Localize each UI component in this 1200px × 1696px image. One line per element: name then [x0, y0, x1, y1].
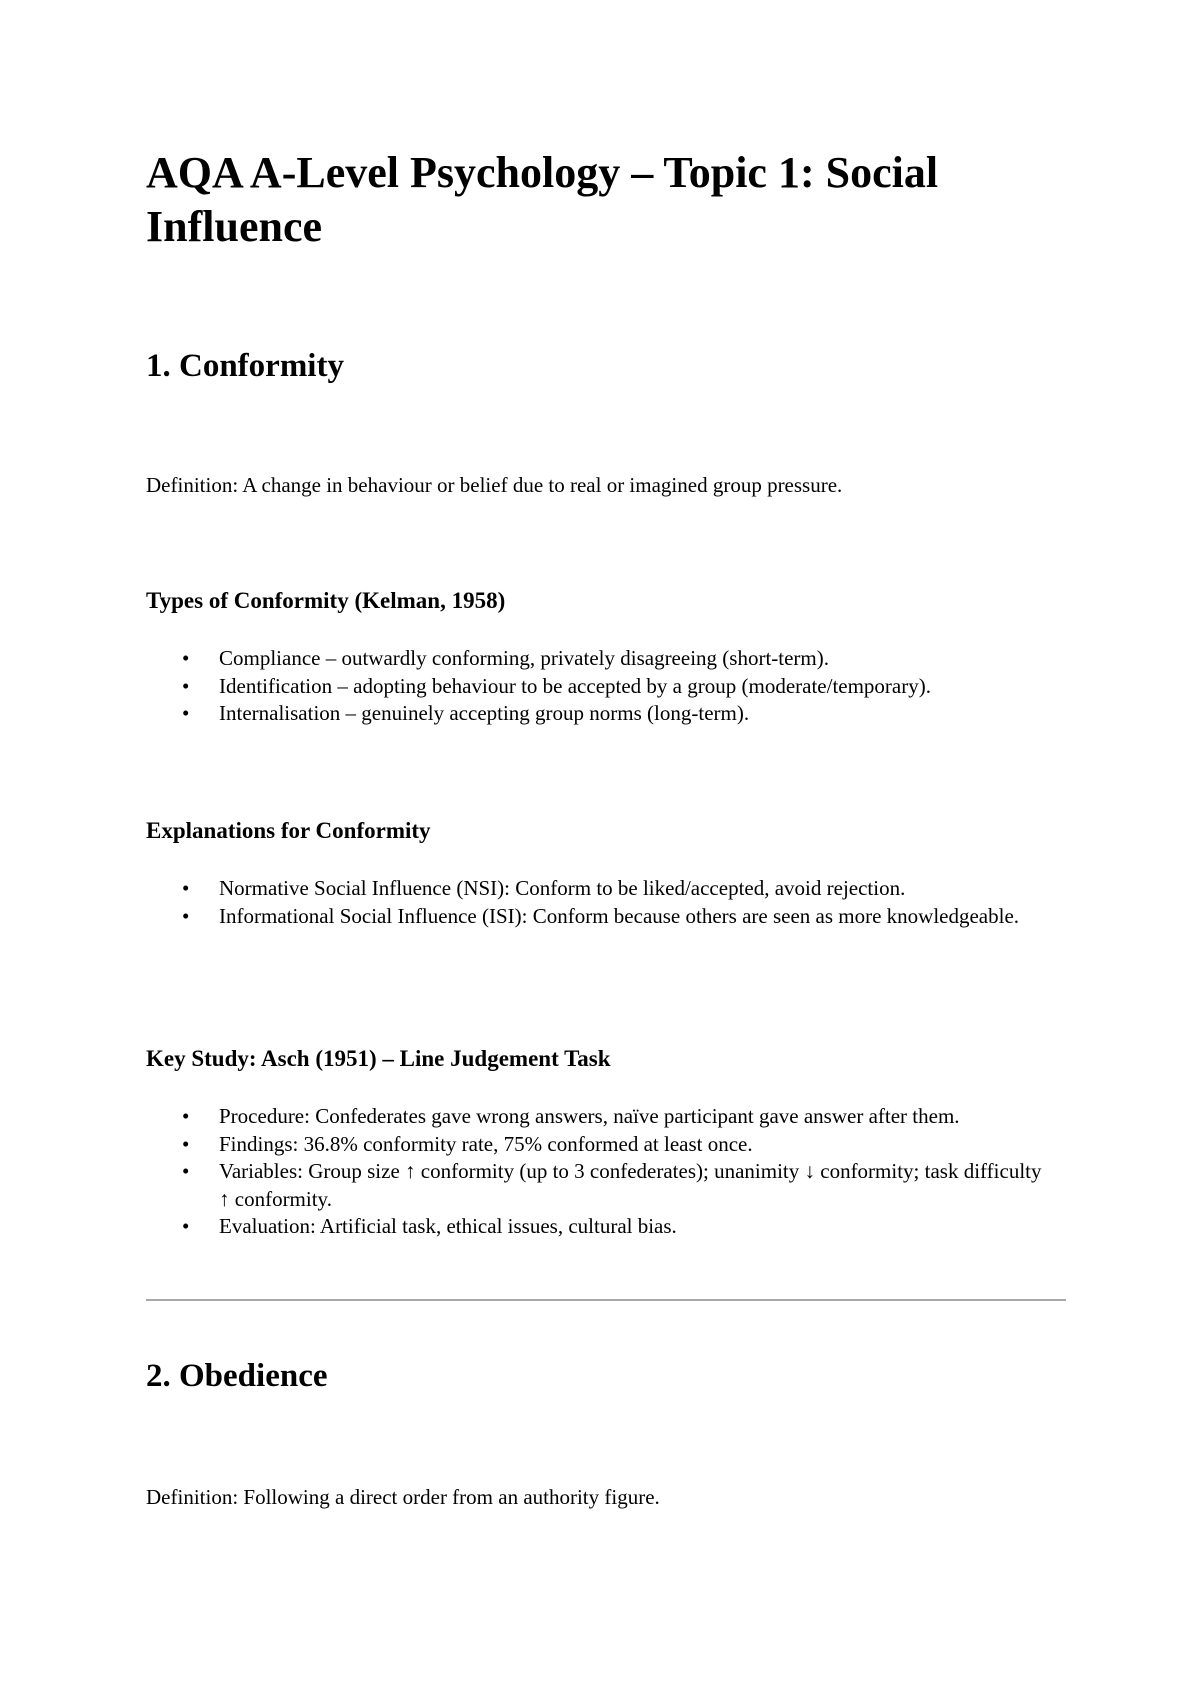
section-heading-obedience: 2. Obedience: [146, 1358, 328, 1394]
key-study-list: [146, 1103, 1056, 1241]
explanations-list: [146, 875, 1056, 930]
subheading-explanations-for-conformity: Explanations for Conformity: [146, 818, 431, 843]
horizontal-divider: [146, 1299, 1066, 1301]
list-item: • Informational Social Influence (ISI): Conform because others are seen as more knowledgeable.: [146, 903, 1056, 931]
list-item: • Identification – adopting behaviour to be accepted by a group (moderate/temporary).: [146, 673, 1056, 701]
document-title: AQA A-Level Psychology – Topic 1: Social Influence: [146, 148, 939, 251]
list-item: • Normative Social Influence (NSI): Conform to be liked/accepted, avoid rejection.: [146, 875, 1056, 903]
obedience-definition: Definition: Following a direct order from an authority figure.: [146, 1485, 660, 1509]
types-of-conformity-list: [146, 645, 1056, 728]
list-item: • Compliance – outwardly conforming, privately disagreeing (short-term).: [146, 645, 1056, 673]
list-item: • Findings: 36.8% conformity rate, 75% conformed at least once.: [146, 1131, 1056, 1159]
list-item: • Procedure: Confederates gave wrong answers, naïve participant gave answer after them.: [146, 1103, 1056, 1131]
conformity-definition: Definition: A change in behaviour or belief due to real or imagined group pressure.: [146, 473, 843, 497]
list-item: • Internalisation – genuinely accepting group norms (long-term).: [146, 700, 1056, 728]
section-heading-conformity: 1. Conformity: [146, 348, 344, 384]
subheading-key-study-asch: Key Study: Asch (1951) – Line Judgement Task: [146, 1046, 611, 1071]
list-item: • Evaluation: Artificial task, ethical issues, cultural bias.: [146, 1213, 1056, 1241]
subheading-types-of-conformity: Types of Conformity (Kelman, 1958): [146, 588, 506, 613]
list-item: • Variables: Group size ↑ conformity (up to 3 confederates); unanimity ↓ conformity; task difficulty ↑ conformity.: [146, 1158, 1056, 1213]
